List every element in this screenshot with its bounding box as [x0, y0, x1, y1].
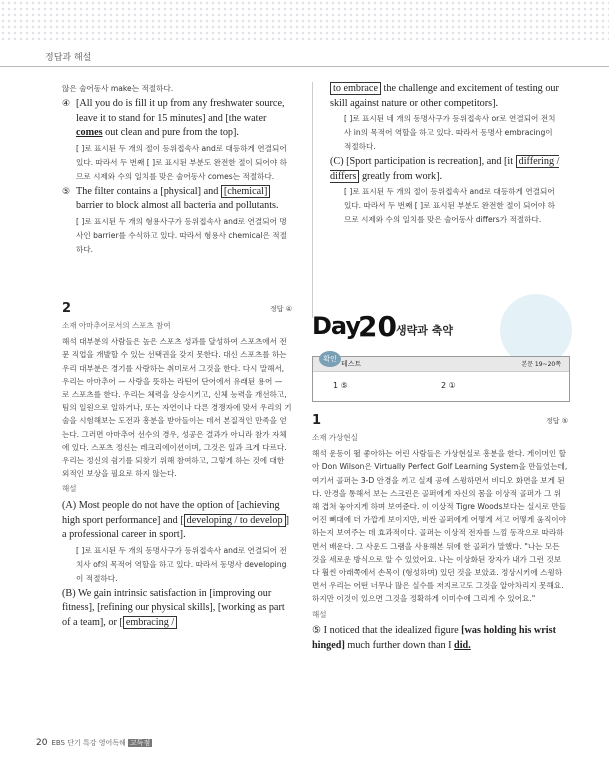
q2-header [62, 302, 292, 317]
q2-b-text-cont: the challenge and excitement of testing our skill against nature or other competitors]. [330, 83, 559, 109]
q1-translation: 해석 운동이 뛸 좋아하는 어린 사람들은 가상현실로 흥분을 한다. 게이머인 할아 Don Wilson은 Virtually Perfect Golf Learning System을 만들었는데, 여기서 골퍼는 3-D 안경을 끼고 실제 공에 스윙하면서 비디오 화면을 보게 된다. 안경을 통해서 보는 스크린은 골퍼에게 자신의 몸을 이상적 골퍼가 그 위해 겹쳐 놓아지게 하며 보여준다. 이 이상적 Tigre Woods보다는 실시로 만들어진 뼈대에 더 가깝게 보이지만, 비싼 골퍼에게 어떻게 서고 어떻게 움직이야 하는지 보여주는 데 효과적이다. 골퍼는 이상적 전자를 느낌 동작으로 따라하면서 배운다. 그 사운드 그램을 사용해본 뒤에 한 골퍼가 말했다. "나는 모든 것을 세로운 방식으로 알 수 있었어요. 나는 이상화된 장자가 내가 그런 것보다 훨씬 아래쪽에서 손목이 (형성하며) 있던 것을 보았죠. 정상시키에 스윙하면서 우리는 어떤 너무나 많은 실수를 저지르고도 그것을 알아차리지 못해요. 하지만 이것이 있으면 그것을 정확하게 이미수에 그리게 수 있어요." [312, 449, 568, 604]
page-footer [36, 738, 152, 748]
q2-b-explanation: [ ]로 표시된 네 개의 동명사구가 등위접속사 or로 연결되어 전치사 in의 목적어 역할을 하고 있다. 따라서 동명사 embracing이 적절하다. [344, 114, 556, 152]
header-rule [0, 66, 609, 67]
q2-answer: 정답 ④ [269, 304, 292, 313]
left-column [62, 82, 292, 632]
q1-topic: 소재 가상현실 [312, 432, 358, 442]
q2-c-text-a: (C) [Sport participation is recreation], and [it [330, 156, 516, 168]
item-5-num: ⑤ [62, 186, 71, 197]
q2-translation: 해석 대부분의 사람들은 높은 스포츠 성과를 달성하여 스포츠에서 전문 직업을 개발할 수 있는 선택권을 갖지 못한다. 대신 스포츠를 하는 우리 대부분은 경기를 사랑하는 취미로서 그것을 한다. 다시 말해서, 우리는 아마추어 — 사랑을 뜻하는 라틴어 단어에서 유래된 용어 — 로 스포츠를 한다. 우리는 체력을 상승시키고, 신체 능력을 개선하고, 팀의 일원으로 일하거나, 또는 자연이나 다른 경쟁자에 맞서 우리의 기술을 시험해보는 도전과 흥분을 받아들이는 데서 본질적인 만족을 얻는다. 그러면 아마추어 선수의 경우, 성공은 결과가 아니라 참가 자체에 있다. 스포츠 정신는 레크리에이션이며, 그것은 일과 크게 다르다. 우리는 정신의 쉼기를 되찾기 위해 참여하고, 그렇게 하는 것에 대한 외적인 보상을 필요로 하지 않는다. [62, 337, 292, 479]
q1-s5-text-a: ⑤ I noticed that the idealized figure [312, 625, 462, 637]
item-5 [62, 185, 292, 214]
item-5-text-b: barrier to block almost all bacteria and pollutants. [76, 200, 279, 212]
item-4-text-b: out clean and pure from the top]. [102, 127, 239, 139]
day-topic: 생략과 축약 [396, 324, 453, 337]
right-column-lower [312, 414, 568, 654]
day-banner [312, 310, 572, 352]
item-4-num: ④ [62, 99, 71, 109]
q1-s5-text-b: much further down than I [344, 639, 455, 651]
q1-number: 1 [312, 413, 322, 428]
check-test-bar [313, 357, 569, 372]
q2-c-explanation: [ ]로 표시된 두 개의 절이 등위접속사 and로 대등하게 연결되어 있다. 따라서 두 번째 [ ]로 표시된 부분도 완전한 절이 되어야 하므로 시제와 수의 일치를 맞은 술어동사 differs가 적절하다. [344, 187, 555, 225]
check-test-title: 테스트 [341, 360, 362, 368]
q2-b-boxed-cont: to embrace [330, 82, 381, 95]
day-label: Day [312, 312, 361, 340]
intro-note: 않은 술어동사 make는 적절하다. [62, 84, 174, 93]
item-5-text-a: The filter contains a [physical] and [76, 185, 221, 197]
q1-s5-bold-2: did. [454, 639, 471, 651]
check-test-range: 본문 19~20쪽 [521, 361, 561, 368]
q1-header [312, 414, 568, 429]
item-5-explanation: [ ]로 표시된 두 개의 형용사구가 등위접속사 and로 연결되어 명사인 barrier를 수식하고 있다. 따라서 형용사 chemical은 적절하다. [76, 216, 287, 254]
q2-part-b-continued [330, 82, 560, 111]
footer-text: EBS 단기 특강 영어독해 [51, 739, 128, 747]
item-4 [62, 97, 292, 141]
q2-explanation-label: 해설 [62, 484, 77, 494]
header-dot-pattern [0, 0, 609, 40]
check-answer-1: 1 ⑤ [333, 381, 348, 390]
day-number: 20 [358, 310, 397, 343]
q2-part-a [62, 499, 292, 543]
item-4-explanation: [ ]로 표시된 두 개의 절이 등위접속사 and로 대등하게 연결되어 있다. 따라서 두 번째 [ ]로 표시된 부분도 완전한 절이 되어야 하므로 시제와 수의 일치를 맞은 술어동사 comes는 적절하다. [76, 143, 287, 181]
q2-number: 2 [62, 300, 72, 316]
q1-s5-bold: [was holding his wrist hinged] [312, 625, 556, 651]
q1-answer: 정답 ⑤ [545, 417, 568, 425]
q2-part-b [62, 587, 292, 631]
item-4-text-a: [All you do is fill it up from any freshwater source, leave it to stand for 15 minutes] and [the water [76, 98, 285, 124]
q2-a-text-a: (A) Most people do not have the option of [achieving high sport performance] and [ [62, 499, 280, 526]
q2-a-explanation: [ ]로 표시된 두 개의 동명사구가 등위접속사 and로 연결되어 전치사 of의 목적어 역할을 하고 있다. 따라서 동명사 developing이 적절하다. [76, 545, 287, 583]
page-header [0, 0, 609, 74]
q1-sentence-5 [312, 624, 568, 653]
q2-topic: 소재 아마추어로서의 스포츠 참여 [62, 320, 171, 330]
q2-b-boxed: embracing / [123, 616, 177, 629]
q2-b-text-a: (B) We gain intrinsic satisfaction in [improving our fitness], [refining our physical skills], [working as part of a team], or [ [62, 587, 285, 628]
q2-a-boxed: developing / to develop [184, 514, 286, 527]
item-4-underline: comes [76, 127, 103, 139]
check-badge: 확인 [319, 351, 341, 367]
right-column [330, 82, 560, 228]
q2-a-text-b: ] a professional career in sport]. [62, 514, 289, 541]
q2-part-c [330, 155, 560, 184]
item-5-boxed: [chemical] [221, 185, 271, 198]
q2-c-text-b: greatly from work]. [359, 170, 443, 182]
q2-c-boxed: differing / differs [330, 156, 560, 182]
column-divider [312, 82, 313, 318]
q1-explanation-label: 해설 [312, 609, 327, 619]
footer-highlight: 고득점 [130, 739, 151, 747]
header-title: 정답과 해설 [45, 53, 92, 63]
check-test-box [312, 356, 570, 402]
check-answer-2: 2 ① [441, 381, 456, 390]
page-number: 20 [36, 738, 48, 748]
